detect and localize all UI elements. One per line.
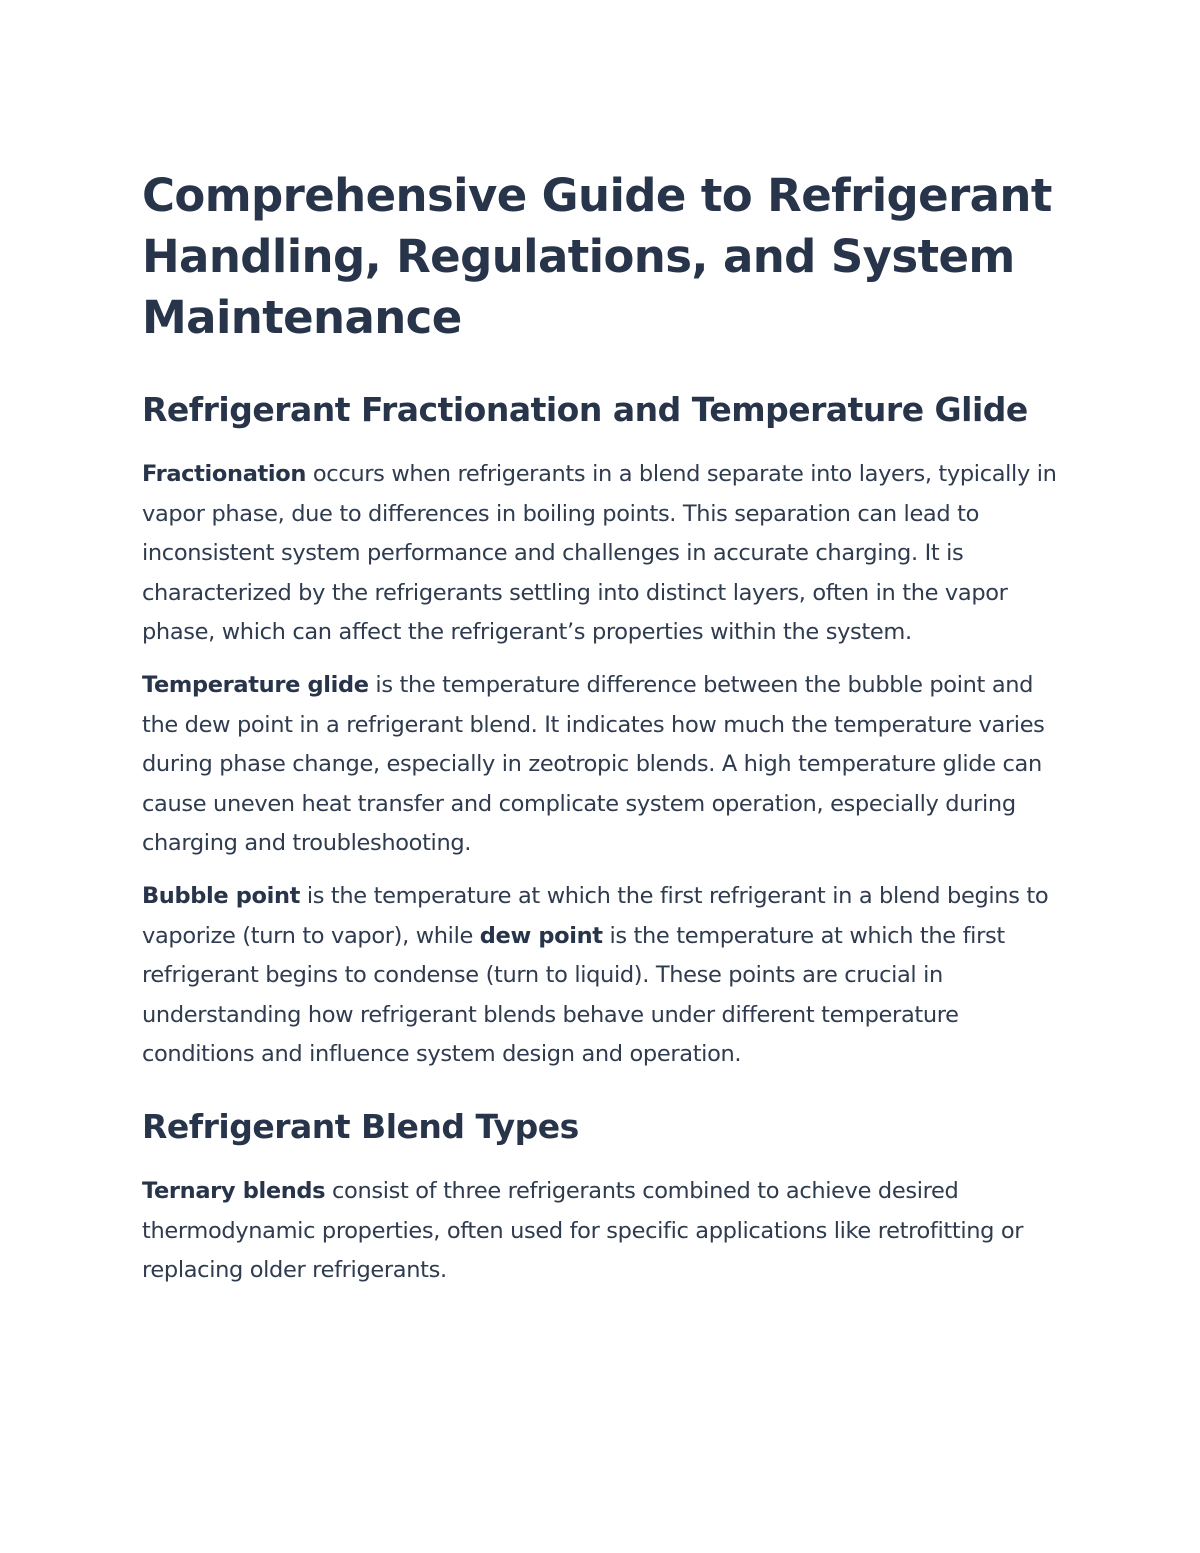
paragraph-bubble-dew-point: [142, 877, 1062, 1075]
paragraph-text: is the temperature at which the first refrigerant in a blend begins to vaporize (turn to vapor), while: [142, 882, 1049, 949]
paragraph-ternary-blends: [142, 1172, 1062, 1291]
term-fractionation: Fractionation: [142, 461, 307, 487]
paragraph-temperature-glide: [142, 666, 1062, 864]
document-page: [142, 165, 1062, 1291]
paragraph-text: consist of three refrigerants combined to achieve desired thermodynamic properties, often used for specific applications like retrofitting or replacing older refrigerants.: [142, 1177, 1024, 1284]
term-bubble-point: Bubble point: [142, 882, 301, 909]
term-temperature-glide: Temperature glide: [142, 671, 369, 698]
document-title: Comprehensive Guide to Refrigerant Handling, Regulations, and System Maintenance: [142, 169, 1052, 344]
paragraph-fractionation: [142, 455, 1062, 653]
term-ternary-blends: Ternary blends: [142, 1177, 326, 1204]
paragraph-text: is the temperature at which the first refrigerant begins to condense (turn to liquid). These points are crucial in understanding how refrigerant blends behave under different temperature conditions and influence system design and operation.: [142, 922, 1005, 1068]
section-heading-blend-types: Refrigerant Blend Types: [142, 1106, 579, 1146]
section-heading-fractionation: Refrigerant Fractionation and Temperature Glide: [142, 390, 1028, 429]
paragraph-text: is the temperature difference between the bubble point and the dew point in a refrigerant blend. It indicates how much the temperature varies during phase change, especially in zeotropic blends. A high temperature glide can cause uneven heat transfer and complicate system operation, especially during charging and troubleshooting.: [142, 671, 1045, 857]
term-dew-point: dew point: [479, 922, 603, 949]
paragraph-text: occurs when refrigerants in a blend separate into layers, typically in vapor phase, due to differences in boiling points. This separation can lead to inconsistent system performance and challenges in accurate charging. It is characterized by the refrigerants settling into distinct layers, often in the vapor phase, which can affect the refrigerant’s properties within the system.: [142, 461, 1057, 646]
